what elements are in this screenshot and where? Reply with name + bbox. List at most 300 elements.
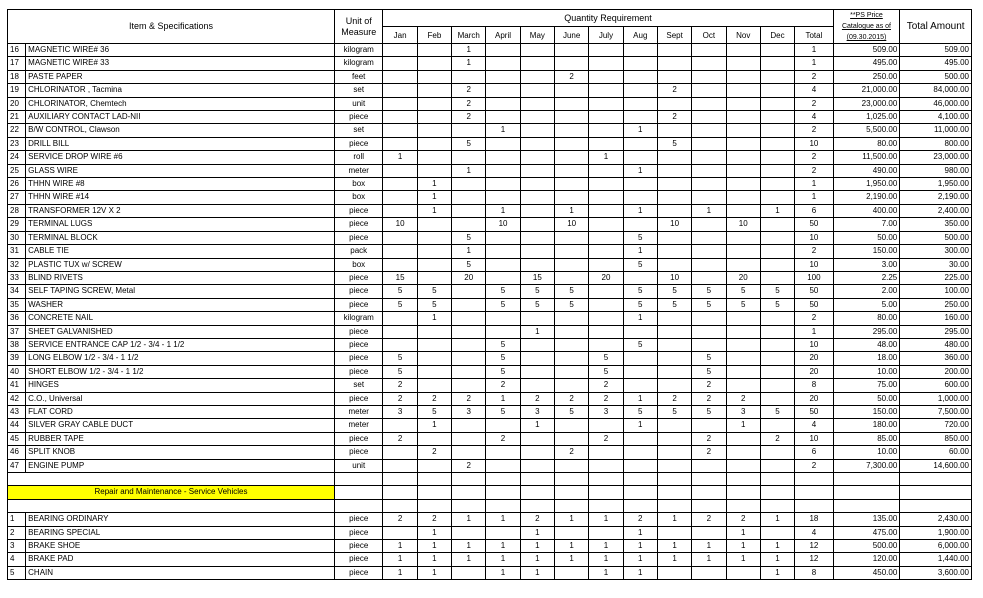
month-quantity [623, 57, 657, 70]
unit-price: 2.25 [833, 271, 900, 284]
unit-of-measure: kilogram [335, 312, 383, 325]
month-quantity [589, 231, 623, 244]
month-quantity: 2 [383, 392, 417, 405]
row-number: 47 [8, 459, 26, 472]
month-quantity: 1 [623, 566, 657, 579]
month-quantity [726, 151, 760, 164]
item-name: FLAT CORD [26, 405, 335, 418]
month-quantity [383, 204, 417, 217]
item-name: SERVICE ENTRANCE CAP 1/2 - 3/4 - 1 1/2 [26, 338, 335, 351]
month-quantity [520, 204, 554, 217]
total-amount: 500.00 [900, 70, 972, 83]
row-number: 22 [8, 124, 26, 137]
unit-price: 50.00 [833, 231, 900, 244]
total-amount: 295.00 [900, 325, 972, 338]
month-quantity [726, 137, 760, 150]
month-quantity: 5 [417, 298, 451, 311]
month-quantity [452, 566, 486, 579]
month-quantity [417, 124, 451, 137]
row-total: 2 [795, 151, 833, 164]
row-number: 43 [8, 405, 26, 418]
unit-price: 80.00 [833, 137, 900, 150]
month-quantity [417, 459, 451, 472]
row-number: 42 [8, 392, 26, 405]
month-quantity [726, 432, 760, 445]
unit-price: 5,500.00 [833, 124, 900, 137]
item-name: THHN WIRE #14 [26, 191, 335, 204]
month-quantity: 1 [486, 513, 520, 526]
total-amount: 30.00 [900, 258, 972, 271]
month-header: April [486, 27, 520, 44]
month-quantity [417, 245, 451, 258]
month-quantity [452, 446, 486, 459]
month-quantity: 5 [692, 298, 726, 311]
month-quantity: 1 [417, 526, 451, 539]
total-amount: 46,000.00 [900, 97, 972, 110]
month-quantity [726, 258, 760, 271]
item-name: CHLORINATOR , Tacmina [26, 84, 335, 97]
month-quantity [760, 338, 794, 351]
row-number: 45 [8, 432, 26, 445]
item-name: C.O., Universal [26, 392, 335, 405]
table-row [8, 111, 972, 124]
month-quantity [555, 44, 589, 57]
row-total: 1 [795, 57, 833, 70]
month-header: Nov [726, 27, 760, 44]
month-quantity [520, 218, 554, 231]
month-quantity: 5 [692, 285, 726, 298]
month-quantity [383, 258, 417, 271]
month-quantity [555, 258, 589, 271]
unit-price: 3.00 [833, 258, 900, 271]
ps-price-header: **PS Price Catalogue as of (09.30.2015) [833, 10, 900, 44]
row-number: 1 [8, 513, 26, 526]
month-quantity [486, 325, 520, 338]
total-amount: 1,900.00 [900, 526, 972, 539]
month-quantity: 5 [692, 405, 726, 418]
month-quantity: 5 [623, 298, 657, 311]
total-amount: 1,950.00 [900, 178, 972, 191]
month-quantity: 5 [623, 258, 657, 271]
row-number: 41 [8, 379, 26, 392]
item-name: ENGINE PUMP [26, 459, 335, 472]
row-total: 20 [795, 352, 833, 365]
table-row [8, 419, 972, 432]
month-quantity [657, 124, 691, 137]
month-quantity [555, 164, 589, 177]
month-quantity [726, 338, 760, 351]
month-quantity [417, 365, 451, 378]
month-quantity: 1 [623, 392, 657, 405]
month-quantity [555, 178, 589, 191]
month-quantity [417, 57, 451, 70]
month-quantity: 1 [760, 553, 794, 566]
month-header: March [452, 27, 486, 44]
row-total: 18 [795, 513, 833, 526]
month-quantity [417, 151, 451, 164]
month-quantity [417, 84, 451, 97]
unit-of-measure: kilogram [335, 57, 383, 70]
month-quantity: 1 [452, 513, 486, 526]
month-quantity: 1 [589, 151, 623, 164]
month-quantity [520, 164, 554, 177]
month-quantity: 1 [486, 553, 520, 566]
month-quantity [657, 432, 691, 445]
month-header: July [589, 27, 623, 44]
month-quantity [657, 325, 691, 338]
month-quantity [383, 526, 417, 539]
row-total: 20 [795, 392, 833, 405]
unit-price: 7.00 [833, 218, 900, 231]
month-quantity: 5 [623, 285, 657, 298]
item-name: B/W CONTROL, Clawson [26, 124, 335, 137]
unit-price: 250.00 [833, 70, 900, 83]
month-quantity [417, 164, 451, 177]
unit-of-measure: piece [335, 137, 383, 150]
month-quantity: 5 [486, 365, 520, 378]
month-quantity [692, 218, 726, 231]
month-quantity [520, 245, 554, 258]
total-amount: 225.00 [900, 271, 972, 284]
month-quantity: 2 [383, 379, 417, 392]
month-quantity [623, 97, 657, 110]
total-amount: 7,500.00 [900, 405, 972, 418]
row-total: 50 [795, 285, 833, 298]
unit-price: 2,190.00 [833, 191, 900, 204]
row-total: 50 [795, 405, 833, 418]
unit-price: 150.00 [833, 405, 900, 418]
month-quantity [555, 124, 589, 137]
row-number: 18 [8, 70, 26, 83]
month-quantity [760, 258, 794, 271]
month-quantity [657, 312, 691, 325]
month-quantity: 10 [726, 218, 760, 231]
row-number: 23 [8, 137, 26, 150]
total-amount: 509.00 [900, 44, 972, 57]
month-quantity [555, 459, 589, 472]
month-quantity [417, 137, 451, 150]
table-row [8, 459, 972, 472]
month-quantity [657, 204, 691, 217]
month-quantity [589, 164, 623, 177]
total-amount: 850.00 [900, 432, 972, 445]
month-quantity: 3 [589, 405, 623, 418]
month-quantity: 5 [589, 365, 623, 378]
month-quantity [452, 379, 486, 392]
item-name: SHORT ELBOW 1/2 - 3/4 - 1 1/2 [26, 365, 335, 378]
month-quantity [760, 84, 794, 97]
row-number: 32 [8, 258, 26, 271]
month-quantity [520, 124, 554, 137]
month-quantity [623, 178, 657, 191]
month-quantity [417, 111, 451, 124]
row-number: 36 [8, 312, 26, 325]
month-quantity [623, 44, 657, 57]
month-quantity [486, 271, 520, 284]
item-name: TERMINAL LUGS [26, 218, 335, 231]
month-quantity: 1 [452, 553, 486, 566]
table-row [8, 352, 972, 365]
month-quantity [486, 526, 520, 539]
unit-price: 295.00 [833, 325, 900, 338]
month-header: May [520, 27, 554, 44]
month-quantity: 2 [726, 513, 760, 526]
unit-of-measure: piece [335, 111, 383, 124]
month-quantity: 2 [486, 379, 520, 392]
section-row [8, 486, 972, 499]
month-quantity [520, 151, 554, 164]
month-quantity [383, 97, 417, 110]
month-quantity: 2 [520, 392, 554, 405]
unit-of-measure: piece [335, 271, 383, 284]
month-quantity [452, 70, 486, 83]
month-quantity [452, 191, 486, 204]
month-quantity [589, 57, 623, 70]
month-quantity [383, 312, 417, 325]
row-total: 2 [795, 245, 833, 258]
month-quantity: 2 [657, 392, 691, 405]
month-quantity [520, 44, 554, 57]
month-quantity [417, 432, 451, 445]
table-row [8, 191, 972, 204]
row-total: 8 [795, 566, 833, 579]
total-amount: 495.00 [900, 57, 972, 70]
month-quantity [383, 84, 417, 97]
month-quantity [383, 44, 417, 57]
table-row [8, 566, 972, 579]
table-row [8, 258, 972, 271]
month-quantity: 5 [589, 352, 623, 365]
row-number: 46 [8, 446, 26, 459]
month-quantity: 1 [417, 204, 451, 217]
month-quantity [520, 111, 554, 124]
unit-price: 11,500.00 [833, 151, 900, 164]
month-quantity [452, 432, 486, 445]
month-quantity: 5 [486, 285, 520, 298]
total-amount: 3,600.00 [900, 566, 972, 579]
month-quantity [726, 204, 760, 217]
item-name: SILVER GRAY CABLE DUCT [26, 419, 335, 432]
total-amount: 300.00 [900, 245, 972, 258]
month-quantity [486, 419, 520, 432]
month-quantity [726, 365, 760, 378]
month-quantity [452, 151, 486, 164]
row-total: 6 [795, 446, 833, 459]
month-quantity [692, 124, 726, 137]
unit-of-measure: box [335, 178, 383, 191]
month-quantity [555, 231, 589, 244]
month-quantity: 1 [657, 553, 691, 566]
month-quantity [383, 111, 417, 124]
total-amount-header: Total Amount [900, 10, 972, 44]
month-quantity [589, 325, 623, 338]
month-quantity: 1 [623, 526, 657, 539]
unit-of-measure: piece [335, 446, 383, 459]
row-number: 39 [8, 352, 26, 365]
month-quantity [383, 137, 417, 150]
total-amount: 1,440.00 [900, 553, 972, 566]
unit-of-measure: meter [335, 164, 383, 177]
month-quantity: 1 [555, 204, 589, 217]
month-quantity: 1 [760, 513, 794, 526]
month-quantity [623, 432, 657, 445]
unit-price: 400.00 [833, 204, 900, 217]
row-number: 33 [8, 271, 26, 284]
month-quantity: 2 [452, 111, 486, 124]
month-header: Sept [657, 27, 691, 44]
table-row [8, 338, 972, 351]
month-quantity [520, 446, 554, 459]
unit-price: 5.00 [833, 298, 900, 311]
month-quantity [555, 352, 589, 365]
month-quantity [657, 338, 691, 351]
month-quantity [383, 338, 417, 351]
month-quantity: 2 [555, 70, 589, 83]
month-quantity: 1 [486, 124, 520, 137]
unit-of-measure: set [335, 84, 383, 97]
month-quantity [589, 44, 623, 57]
total-amount: 160.00 [900, 312, 972, 325]
row-total: 10 [795, 137, 833, 150]
month-header: Total [795, 27, 833, 44]
month-quantity: 5 [657, 137, 691, 150]
month-quantity [452, 325, 486, 338]
month-quantity [589, 97, 623, 110]
month-quantity [555, 379, 589, 392]
row-number: 38 [8, 338, 26, 351]
month-quantity [726, 164, 760, 177]
month-quantity [589, 419, 623, 432]
unit-price: 2.00 [833, 285, 900, 298]
month-quantity: 1 [520, 540, 554, 553]
requirements-table [7, 9, 972, 580]
month-quantity: 2 [452, 97, 486, 110]
unit-of-measure: piece [335, 553, 383, 566]
month-quantity [692, 258, 726, 271]
item-name: SERVICE DROP WIRE #6 [26, 151, 335, 164]
unit-price: 509.00 [833, 44, 900, 57]
unit-of-measure: piece [335, 566, 383, 579]
month-quantity: 1 [657, 540, 691, 553]
month-quantity [657, 258, 691, 271]
month-quantity [760, 70, 794, 83]
month-quantity [520, 84, 554, 97]
month-quantity: 1 [383, 553, 417, 566]
month-quantity [555, 325, 589, 338]
table-row [8, 405, 972, 418]
item-name: BEARING ORDINARY [26, 513, 335, 526]
unit-price: 10.00 [833, 365, 900, 378]
unit-measure-header: Unit of Measure [335, 10, 383, 44]
month-quantity [692, 566, 726, 579]
month-quantity: 2 [555, 392, 589, 405]
row-total: 12 [795, 553, 833, 566]
total-amount: 84,000.00 [900, 84, 972, 97]
month-quantity [452, 298, 486, 311]
month-quantity: 1 [383, 151, 417, 164]
month-quantity [726, 245, 760, 258]
month-quantity: 2 [383, 432, 417, 445]
table-row [8, 97, 972, 110]
month-quantity: 5 [486, 298, 520, 311]
row-total: 12 [795, 540, 833, 553]
row-total: 10 [795, 231, 833, 244]
unit-price: 495.00 [833, 57, 900, 70]
row-total: 2 [795, 459, 833, 472]
item-name: CHLORINATOR, Chemtech [26, 97, 335, 110]
month-quantity [520, 312, 554, 325]
unit-price: 10.00 [833, 446, 900, 459]
month-quantity [760, 392, 794, 405]
month-quantity: 2 [692, 432, 726, 445]
month-quantity [623, 218, 657, 231]
unit-price: 48.00 [833, 338, 900, 351]
month-quantity [486, 151, 520, 164]
blank-row [8, 499, 972, 512]
month-quantity: 1 [417, 191, 451, 204]
month-quantity: 2 [657, 111, 691, 124]
month-quantity: 1 [417, 419, 451, 432]
month-quantity: 15 [383, 271, 417, 284]
month-quantity [657, 379, 691, 392]
month-quantity [417, 352, 451, 365]
item-spec-header: Item & Specifications [8, 10, 335, 44]
month-header: June [555, 27, 589, 44]
month-quantity: 1 [589, 553, 623, 566]
month-quantity [760, 178, 794, 191]
section-title: Repair and Maintenance - Service Vehicles [8, 486, 335, 499]
month-quantity: 2 [486, 432, 520, 445]
month-quantity: 5 [417, 285, 451, 298]
item-name: DRILL BILL [26, 137, 335, 150]
month-quantity: 5 [760, 285, 794, 298]
month-quantity [486, 258, 520, 271]
unit-price: 7,300.00 [833, 459, 900, 472]
month-quantity [623, 365, 657, 378]
month-quantity [657, 178, 691, 191]
table-row [8, 57, 972, 70]
month-quantity [726, 312, 760, 325]
unit-price: 80.00 [833, 312, 900, 325]
month-quantity [383, 70, 417, 83]
month-quantity: 1 [486, 392, 520, 405]
total-amount: 200.00 [900, 365, 972, 378]
month-quantity [417, 338, 451, 351]
month-quantity [726, 459, 760, 472]
month-quantity [520, 379, 554, 392]
month-quantity: 5 [555, 285, 589, 298]
month-quantity [520, 258, 554, 271]
row-total: 20 [795, 365, 833, 378]
month-quantity [520, 338, 554, 351]
item-name: TRANSFORMER 12V X 2 [26, 204, 335, 217]
month-quantity: 5 [760, 405, 794, 418]
month-quantity: 1 [726, 553, 760, 566]
row-total: 2 [795, 97, 833, 110]
table-row [8, 137, 972, 150]
item-name: BRAKE PAD [26, 553, 335, 566]
month-quantity: 1 [623, 312, 657, 325]
month-quantity [486, 446, 520, 459]
month-quantity [452, 178, 486, 191]
unit-price: 490.00 [833, 164, 900, 177]
month-quantity: 5 [692, 352, 726, 365]
unit-price: 50.00 [833, 392, 900, 405]
month-quantity: 2 [452, 459, 486, 472]
month-quantity [486, 57, 520, 70]
month-quantity [486, 111, 520, 124]
month-quantity: 2 [452, 392, 486, 405]
